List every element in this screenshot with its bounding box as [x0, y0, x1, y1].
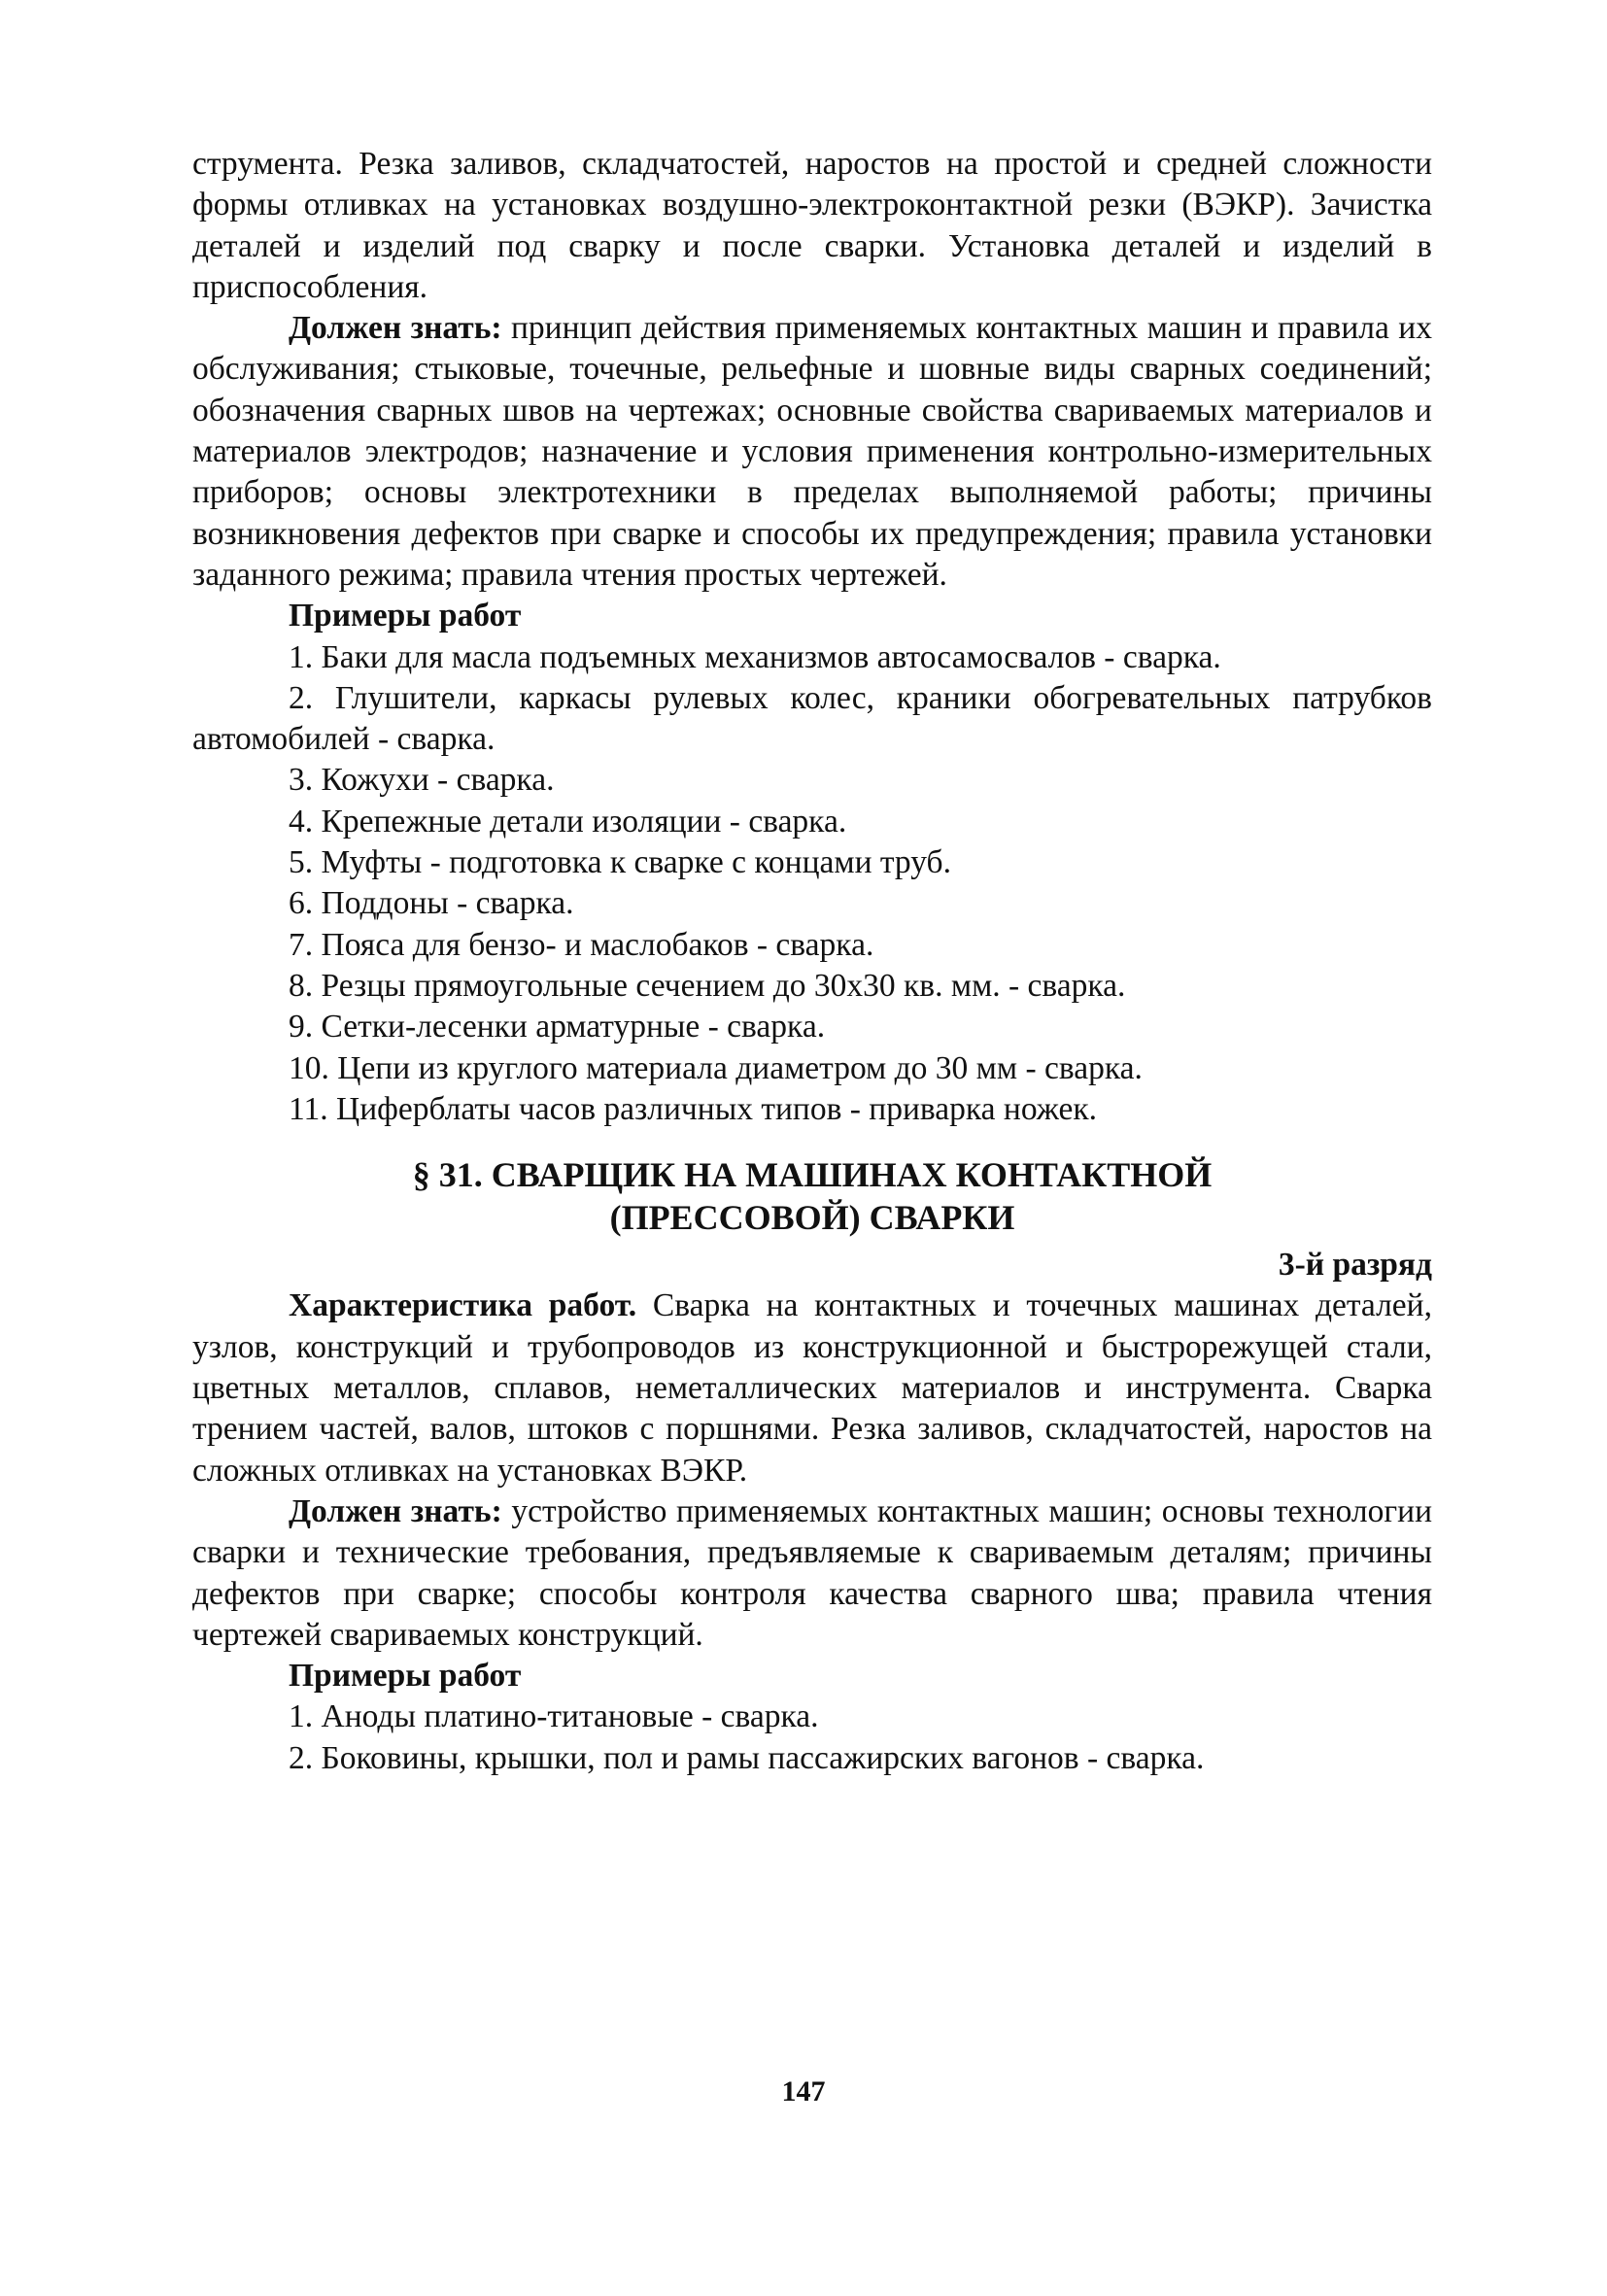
list-item: 2. Боковины, крышки, пол и рамы пассажирских вагонов - сварка.	[289, 1739, 1205, 1776]
list-item: 10. Цепи из круглого материала диаметром до 30 мм - сварка.	[289, 1049, 1143, 1086]
list-item: 9. Сетки-лесенки арматурные - сварка.	[289, 1009, 826, 1045]
list-item: 7. Пояса для бензо- и маслобаков - сварка.	[289, 926, 874, 963]
list-item: 5. Муфты - подготовка к сварке с концами труб.	[289, 844, 951, 881]
characteristics-paragraph	[192, 1285, 1432, 1491]
list-item: 8. Резцы прямоугольные сечением до 30х30 кв. мм. - сварка.	[289, 967, 1126, 1004]
characteristics-label: Характеристика работ.	[289, 1287, 637, 1324]
knowledge-paragraph	[192, 1491, 1432, 1656]
list-item: 6. Поддоны - сварка.	[289, 885, 574, 922]
examples-title: Примеры работ	[289, 598, 522, 634]
characteristics-text: Сварка на контактных и точечных машинах деталей, узлов, конструкций и трубопроводов из конструкционной и быстрорежущей стали, цветных металлов, сплавов, неметаллических материалов и инструмента. Сварка трением частей, валов, штоков с поршнями. Резка заливов, складчатостей, наростов на сложных отливках на установках ВЭКР.	[192, 1287, 1432, 1489]
list-item: 4. Крепежные детали изоляции - сварка.	[289, 803, 847, 840]
examples-title: Примеры работ	[289, 1658, 522, 1695]
section-heading	[192, 1153, 1432, 1239]
list-item: 1. Баки для масла подъемных механизмов автосамосвалов - сварка.	[289, 638, 1221, 675]
page-number: 147	[781, 2075, 826, 2108]
knowledge-label: Должен знать:	[289, 310, 502, 347]
knowledge-label: Должен знать:	[289, 1492, 502, 1529]
section-heading-line: § 31. СВАРЩИК НА МАШИНАХ КОНТАКТНОЙ	[412, 1155, 1213, 1195]
continuation-paragraph: струмента. Резка заливов, складчатостей, наростов на простой и средней сложности формы отливках на установках воздушно-электроконтактной резки (ВЭКР). Зачистка деталей и изделий под сварку и после сварки. Установка деталей и изделий в приспособления.	[192, 146, 1432, 305]
grade-label: 3-й разряд	[1278, 1247, 1432, 1284]
knowledge-paragraph	[192, 308, 1432, 596]
knowledge-text: принцип действия применяемых контактных машин и правила их обслуживания; стыковые, точечные, рельефные и шовные виды сварных соединений; обозначения сварных швов на чертежах; основные свойства свариваемых материалов и материалов электродов; назначение и условия применения контрольно-измерительных приборов; основы электротехники в пределах выполняемой работы; причины возникновения дефектов при сварке и способы их предупреждения; правила установки заданного режима; правила чтения простых чертежей.	[192, 310, 1432, 593]
list-item: 1. Аноды платино-титановые - сварка.	[289, 1698, 819, 1735]
section-heading-line: (ПРЕССОВОЙ) СВАРКИ	[609, 1198, 1015, 1238]
document-page	[192, 144, 1432, 1779]
list-item: 11. Циферблаты часов различных типов - приварка ножек.	[289, 1090, 1097, 1127]
list-item: 3. Кожухи - сварка.	[289, 762, 555, 799]
list-item: 2. Глушители, каркасы рулевых колес, краники обогревательных патрубков автомобилей - сварка.	[192, 679, 1432, 758]
knowledge-text: устройство применяемых контактных машин; основы технологии сварки и технические требования, предъявляемые к свариваемым деталям; причины дефектов при сварке; способы контроля качества сварного шва; правила чтения чертежей свариваемых конструкций.	[192, 1492, 1432, 1653]
